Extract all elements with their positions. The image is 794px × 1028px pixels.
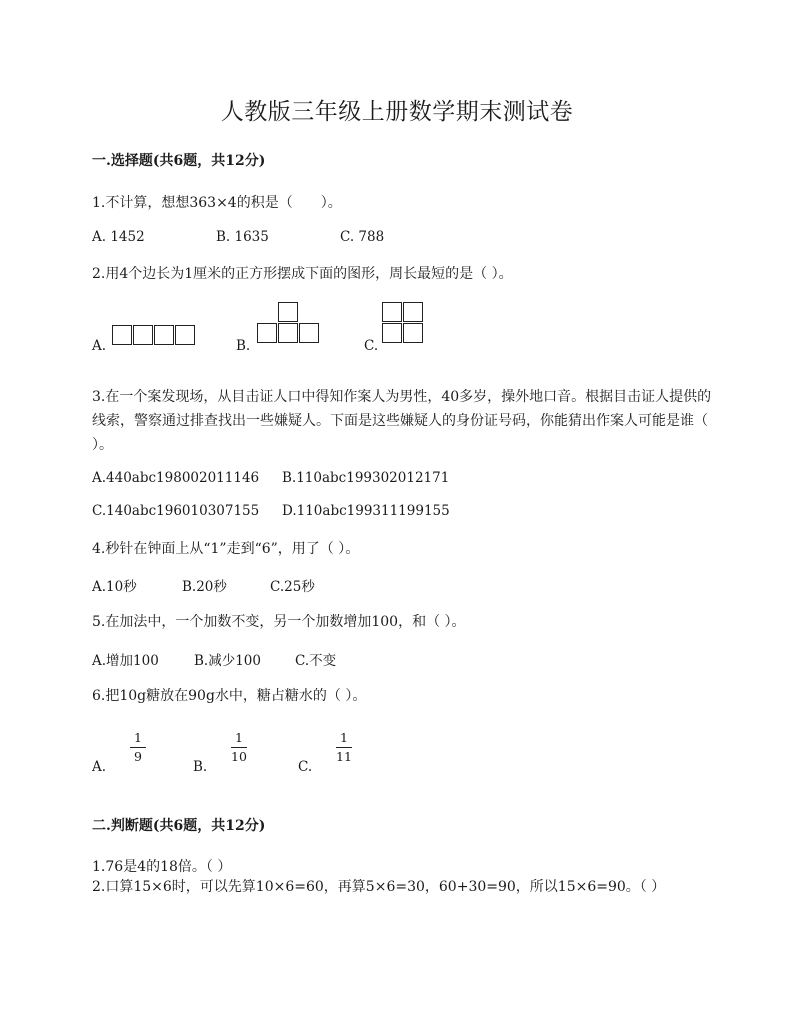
- q1-5-option-a: A.增加100: [92, 653, 159, 669]
- fraction-numerator: 1: [134, 730, 142, 745]
- square: [382, 302, 402, 322]
- question-1-2: 2.用4个边长为1厘米的正方形摆成下面的图形，周长最短的是（ ）。: [92, 266, 513, 282]
- square: [175, 325, 195, 345]
- section-1-heading: 一.选择题(共6题，共12分): [92, 153, 266, 169]
- q1-4-option-a: A.10秒: [92, 579, 137, 595]
- square: [278, 323, 298, 343]
- section-2-heading: 二.判断题(共6题，共12分): [92, 818, 266, 834]
- square: [403, 302, 423, 322]
- square: [403, 323, 423, 343]
- question-1-5: 5.在加法中，一个加数不变，另一个加数增加100，和（ ）。: [92, 614, 466, 630]
- fraction-one-tenth: [229, 730, 249, 765]
- q1-6-option-a: A.: [92, 759, 107, 775]
- square: [382, 323, 402, 343]
- fraction-bar: [130, 747, 146, 748]
- square: [278, 302, 298, 322]
- q1-2-option-c: C.: [364, 338, 379, 354]
- fraction-denominator: 10: [231, 749, 247, 764]
- square: [133, 325, 153, 345]
- fraction-one-eleventh: [334, 730, 354, 765]
- square: [112, 325, 132, 345]
- q1-1-option-b: B. 1635: [216, 229, 269, 245]
- q1-1-option-a: A. 1452: [92, 229, 145, 245]
- q1-6-option-b: B.: [193, 759, 208, 775]
- square: [154, 325, 174, 345]
- q1-4-option-c: C.25秒: [270, 579, 315, 595]
- fraction-numerator: 1: [340, 730, 348, 745]
- fraction-denominator: 9: [134, 749, 142, 764]
- question-1-6: 6.把10g糖放在90g水中，糖占糖水的（ ）。: [92, 688, 367, 704]
- page-title: 人教版三年级上册数学期末测试卷: [220, 99, 574, 125]
- q1-3-option-d: D.110abc199311199155: [282, 503, 450, 519]
- q1-1-option-c: C. 788: [340, 229, 385, 245]
- q1-4-option-b: B.20秒: [182, 579, 227, 595]
- q1-6-option-c: C.: [298, 759, 313, 775]
- q1-3-option-a: A.440abc198002011146: [92, 470, 260, 486]
- question-1-4: 4.秒针在钟面上从“1”走到“6”，用了（ ）。: [92, 541, 360, 557]
- q1-5-option-c: C.不变: [295, 653, 337, 669]
- q1-5-option-b: B.减少100: [194, 653, 261, 669]
- question-2-1: 1.76是4的18倍。（ ）: [92, 859, 232, 875]
- square: [257, 323, 277, 343]
- fraction-numerator: 1: [235, 730, 243, 745]
- question-2-2: 2.口算15×6时，可以先算10×6=60，再算5×6=30，60+30=90，所以15×6=90。（ ）: [92, 879, 666, 895]
- fraction-bar: [336, 747, 352, 748]
- q1-3-option-c: C.140abc196010307155: [92, 503, 260, 519]
- square: [299, 323, 319, 343]
- fraction-bar: [231, 747, 247, 748]
- q1-2-option-a: A.: [92, 338, 107, 354]
- fraction-one-ninth: [128, 730, 148, 765]
- q1-3-option-b: B.110abc199302012171: [282, 470, 450, 486]
- question-1-3: 3.在一个案发现场，从目击证人口中得知作案人为男性，40多岁，操外地口音。根据目击证人提供的线索，警察通过排查找出一些嫌疑人。下面是这些嫌疑人的身份证号码，你能猜出作案人可能是谁（ ）。: [92, 389, 712, 453]
- fraction-denominator: 11: [336, 749, 352, 764]
- q1-2-option-b: B.: [236, 338, 251, 354]
- question-1-1: 1.不计算，想想363×4的积是（ ）。: [92, 195, 342, 211]
